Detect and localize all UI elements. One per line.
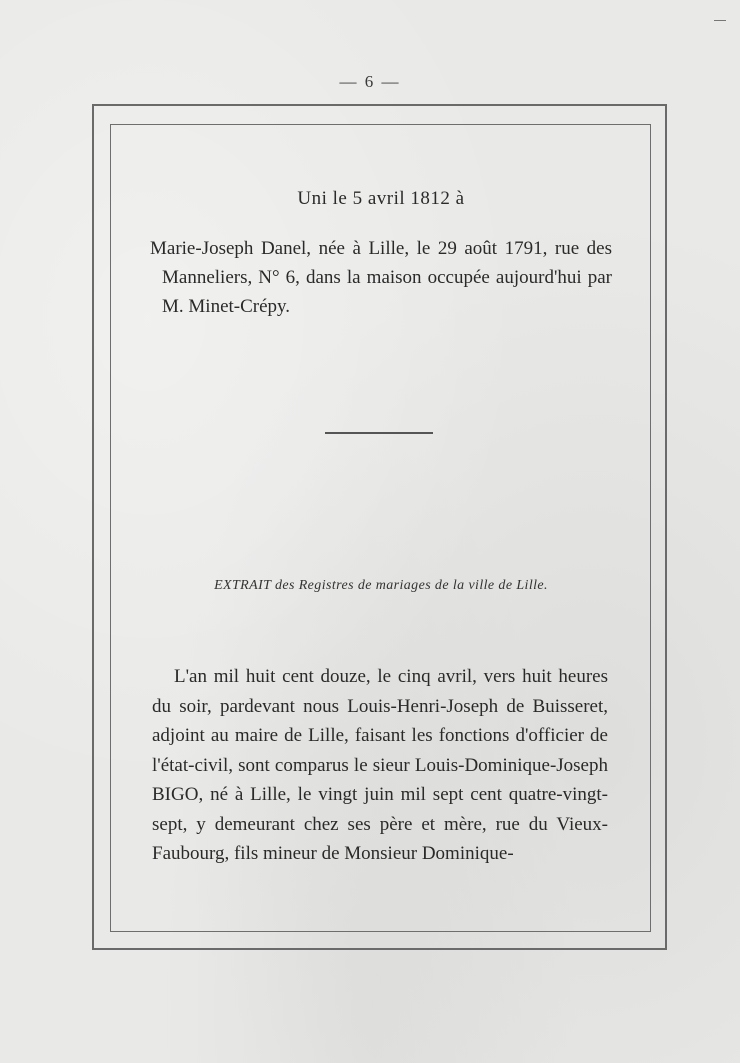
corner-mark <box>714 20 726 25</box>
page-number: — 6 — <box>339 72 401 91</box>
extract-title: EXTRAIT des Registres de mariages de la ville de Lille. <box>214 578 548 593</box>
separator-rule <box>325 432 433 434</box>
extract-paragraph: L'an mil huit cent douze, le cinq avril, vers huit heures du soir, pardevant nous Louis-Henri-Joseph de Buisseret, adjoint au maire de Lille, faisant les fonctions d'officier de l'état-civil, sont comparus le sieur Louis-Dominique-Joseph BIGO, né à Lille, le vingt juin mil sept cent quatre-vingt-sept, y demeurant chez ses père et mère, rue du Vieux-Faubourg, fils mineur de Monsieur Dominique- <box>152 666 608 864</box>
extract-body <box>152 662 608 869</box>
union-heading: Uni le 5 avril 1812 à <box>297 188 465 209</box>
union-paragraph: Marie-Joseph Danel, née à Lille, le 29 août 1791, rue des Manneliers, N° 6, dans la maison occupée aujourd'hui par M. Minet-Crépy. <box>150 238 612 317</box>
section-union <box>150 184 612 321</box>
